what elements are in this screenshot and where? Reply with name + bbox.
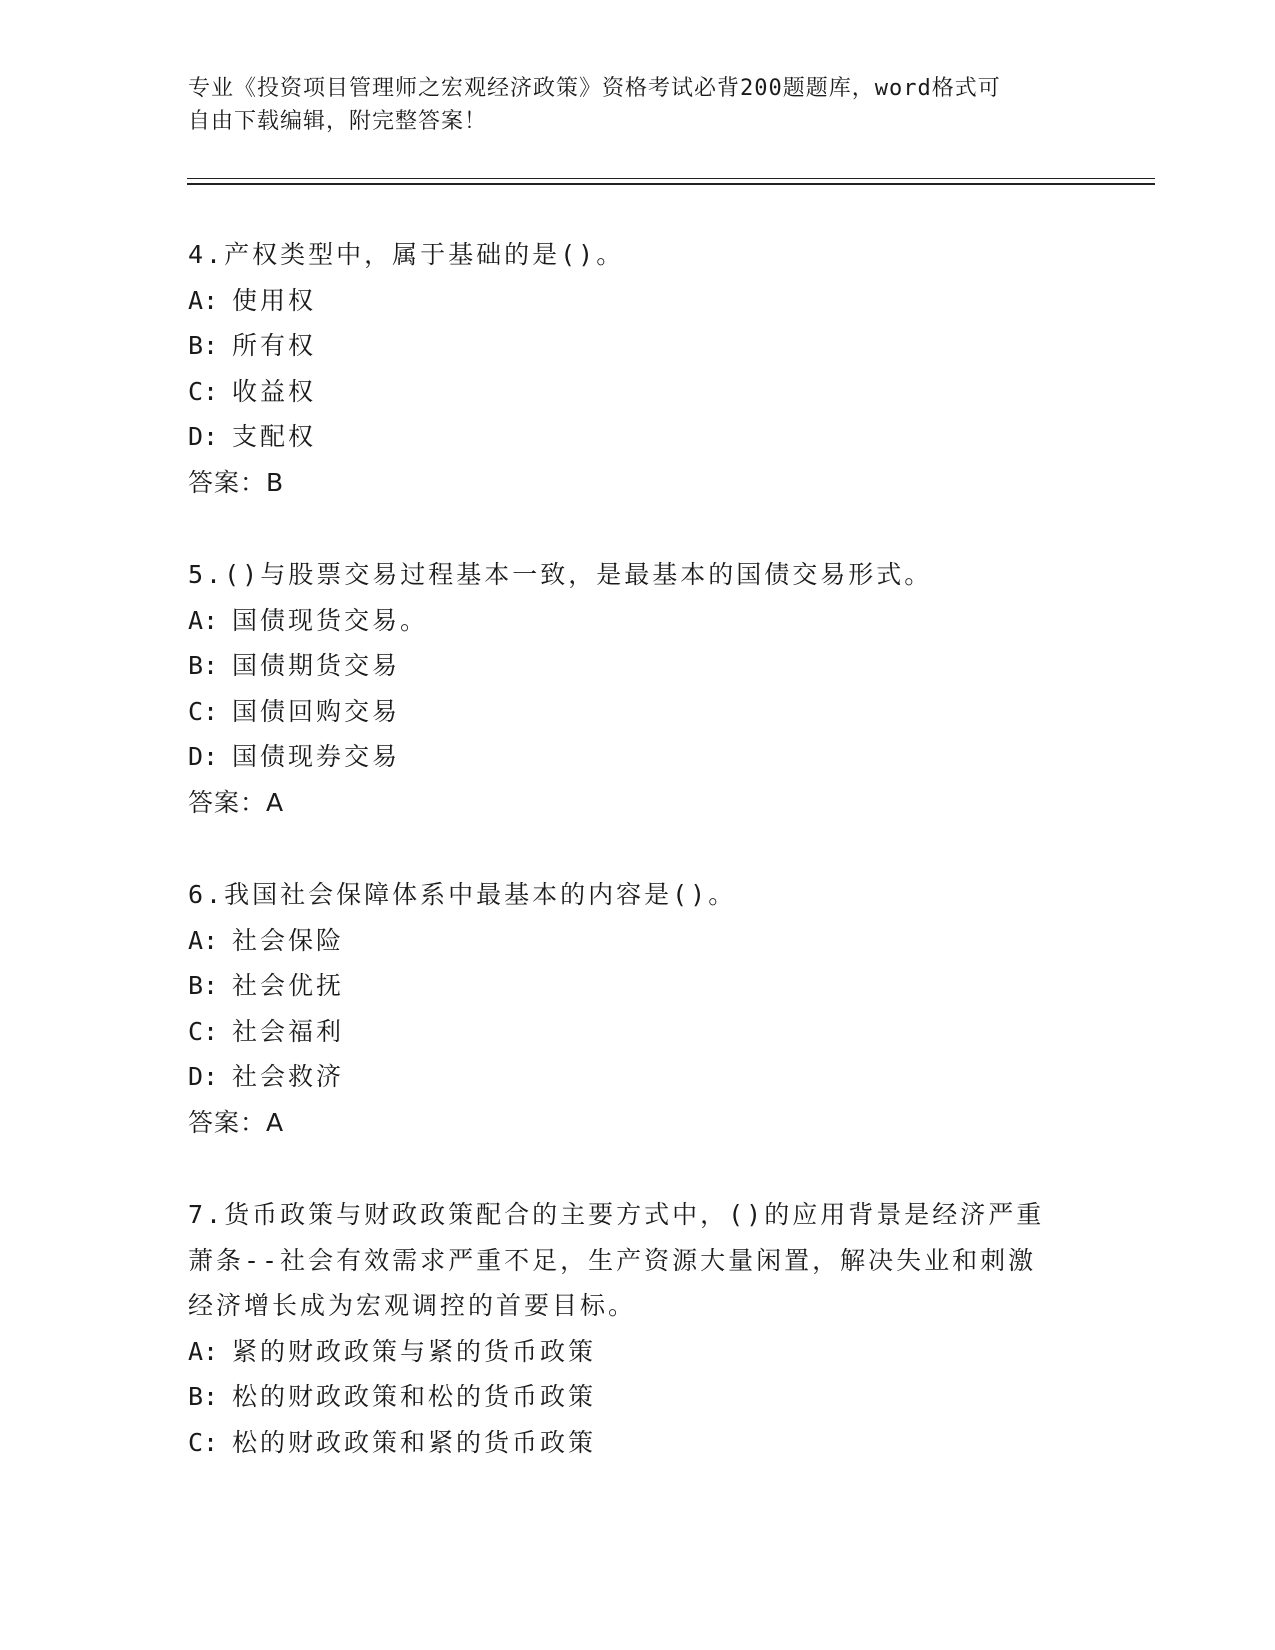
question-stem: 4.产权类型中，属于基础的是()。 xyxy=(188,240,625,269)
option-c: C: 收益权 xyxy=(188,376,317,406)
answer: 答案：B xyxy=(188,467,285,497)
header-line-1: 专业《投资项目管理师之宏观经济政策》资格考试必背200题题库，word格式可 xyxy=(188,76,1001,101)
option-c: C: 国债回购交易 xyxy=(188,696,401,726)
question-stem: 5.()与股票交易过程基本一致，是最基本的国债交易形式。 xyxy=(188,560,933,589)
question-stem-line-2: 萧条--社会有效需求严重不足，生产资源大量闲置，解决失业和刺激 xyxy=(188,1245,1037,1275)
option-d: D: 国债现券交易 xyxy=(188,742,401,771)
answer: 答案：A xyxy=(188,787,285,817)
document-header xyxy=(188,72,1068,138)
answer: 答案：A xyxy=(188,1107,285,1137)
question-stem: 6.我国社会保障体系中最基本的内容是()。 xyxy=(188,880,737,909)
header-line-2: 自由下载编辑，附完整答案！ xyxy=(188,109,488,134)
option-c: C: 松的财政政策和紧的货币政策 xyxy=(188,1427,597,1457)
question-6 xyxy=(188,872,1068,1145)
option-d: D: 支配权 xyxy=(188,422,317,451)
option-b: B: 社会优抚 xyxy=(188,971,345,1000)
option-b: B: 国债期货交易 xyxy=(188,651,401,680)
header-divider-thin xyxy=(187,178,1155,179)
option-a: A: 紧的财政政策与紧的货币政策 xyxy=(188,1336,597,1366)
question-5 xyxy=(188,552,1068,825)
option-c: C: 社会福利 xyxy=(188,1016,345,1046)
option-a: A: 国债现货交易。 xyxy=(188,605,429,635)
question-stem-line-1: 7.货币政策与财政政策配合的主要方式中，()的应用背景是经济严重 xyxy=(188,1200,1045,1229)
question-7 xyxy=(188,1192,1068,1465)
question-4 xyxy=(188,232,1068,505)
option-a: A: 社会保险 xyxy=(188,925,345,955)
header-divider-thick xyxy=(187,183,1155,185)
option-d: D: 社会救济 xyxy=(188,1062,345,1091)
question-stem-line-3: 经济增长成为宏观调控的首要目标。 xyxy=(188,1291,637,1320)
option-b: B: 松的财政政策和松的货币政策 xyxy=(188,1382,597,1411)
option-a: A: 使用权 xyxy=(188,285,317,315)
option-b: B: 所有权 xyxy=(188,331,317,360)
